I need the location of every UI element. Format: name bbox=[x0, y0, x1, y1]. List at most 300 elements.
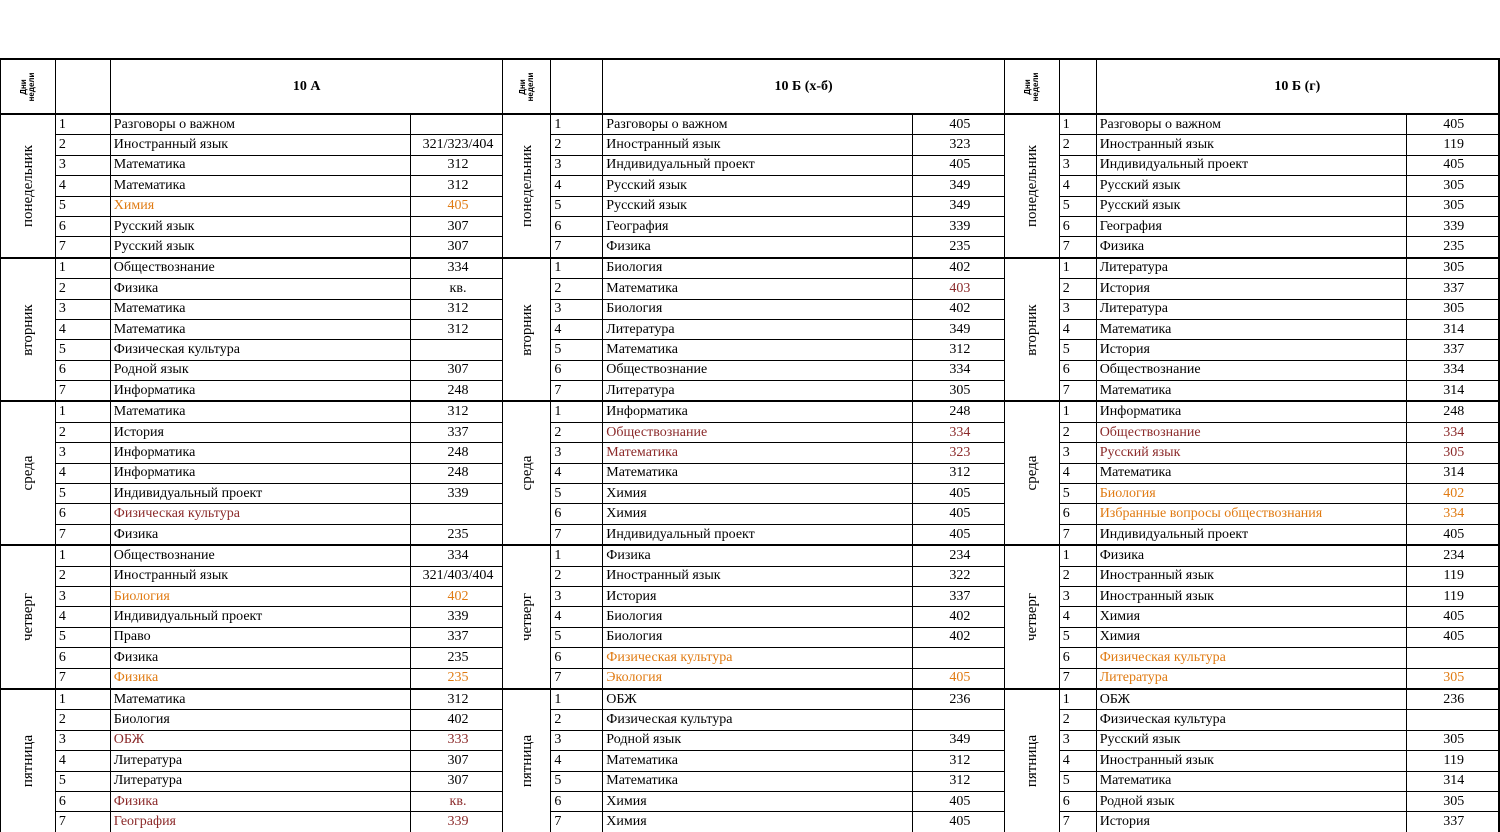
room-cell: 305 bbox=[1406, 299, 1499, 319]
room-cell: 403 bbox=[913, 279, 1005, 299]
room-cell: 321/403/404 bbox=[410, 566, 503, 586]
lesson-number: 6 bbox=[551, 791, 603, 811]
lesson-number: 2 bbox=[55, 279, 110, 299]
subject-cell: Иностранный язык bbox=[1096, 566, 1406, 586]
room-cell: 234 bbox=[1406, 545, 1499, 566]
room-cell: 349 bbox=[913, 319, 1005, 339]
class-title: 10 А bbox=[110, 59, 503, 114]
room-cell: 402 bbox=[1406, 484, 1499, 504]
day-label-cell bbox=[1, 401, 56, 545]
lesson-row bbox=[1, 504, 1500, 524]
lesson-row bbox=[1, 751, 1500, 771]
room-cell: 314 bbox=[1406, 381, 1499, 402]
room-cell: 305 bbox=[1406, 730, 1499, 750]
day-label-cell bbox=[1, 545, 56, 689]
lesson-row bbox=[1, 566, 1500, 586]
day-label: среда bbox=[19, 455, 36, 491]
room-cell: 334 bbox=[1406, 422, 1499, 442]
lesson-number: 5 bbox=[551, 627, 603, 647]
subject-cell: Русский язык bbox=[110, 237, 410, 258]
subject-cell: Математика bbox=[603, 340, 913, 360]
room-cell: 402 bbox=[913, 627, 1005, 647]
room-cell: 307 bbox=[410, 237, 503, 258]
subject-cell: Физическая культура bbox=[1096, 648, 1406, 668]
subject-cell: Химия bbox=[603, 484, 913, 504]
room-cell: 339 bbox=[1406, 216, 1499, 236]
lesson-row bbox=[1, 401, 1500, 422]
subject-cell: Математика bbox=[1096, 319, 1406, 339]
room-cell: 307 bbox=[410, 216, 503, 236]
subject-cell: Физика bbox=[110, 279, 410, 299]
lesson-row bbox=[1, 730, 1500, 750]
subject-cell: Математика bbox=[110, 689, 410, 710]
subject-cell: Иностранный язык bbox=[603, 566, 913, 586]
lesson-row bbox=[1, 463, 1500, 483]
room-cell: 314 bbox=[1406, 463, 1499, 483]
lesson-number: 2 bbox=[1059, 279, 1096, 299]
subject-cell: История bbox=[110, 422, 410, 442]
lesson-number: 5 bbox=[55, 340, 110, 360]
room-cell: 321/323/404 bbox=[410, 135, 503, 155]
room-cell: 322 bbox=[913, 566, 1005, 586]
lesson-row bbox=[1, 299, 1500, 319]
subject-cell: География bbox=[603, 216, 913, 236]
subject-cell: Физическая культура bbox=[603, 710, 913, 730]
subject-cell: Литература bbox=[110, 771, 410, 791]
subject-cell: Физическая культура bbox=[110, 340, 410, 360]
subject-cell: Химия bbox=[603, 504, 913, 524]
day-label-cell bbox=[1004, 114, 1059, 258]
lesson-row bbox=[1, 627, 1500, 647]
room-cell: 402 bbox=[410, 586, 503, 606]
subject-cell: Иностранный язык bbox=[1096, 135, 1406, 155]
subject-cell: Физика bbox=[110, 668, 410, 689]
lesson-number: 5 bbox=[55, 771, 110, 791]
subject-cell: Биология bbox=[110, 710, 410, 730]
subject-cell: Биология bbox=[603, 299, 913, 319]
class-title: 10 Б (г) bbox=[1096, 59, 1499, 114]
subject-cell: Математика bbox=[603, 771, 913, 791]
room-cell: 305 bbox=[1406, 176, 1499, 196]
lesson-number: 3 bbox=[1059, 730, 1096, 750]
room-cell: 314 bbox=[1406, 771, 1499, 791]
subject-cell: Иностранный язык bbox=[110, 135, 410, 155]
lesson-number: 6 bbox=[551, 648, 603, 668]
lesson-number: 2 bbox=[1059, 710, 1096, 730]
subject-cell: Математика bbox=[110, 319, 410, 339]
room-cell: 334 bbox=[913, 422, 1005, 442]
lesson-number: 1 bbox=[55, 401, 110, 422]
room-cell: 405 bbox=[410, 196, 503, 216]
subject-cell: Русский язык bbox=[110, 216, 410, 236]
lesson-number: 2 bbox=[55, 566, 110, 586]
lesson-row bbox=[1, 648, 1500, 668]
lesson-number: 6 bbox=[55, 504, 110, 524]
lesson-number: 2 bbox=[55, 422, 110, 442]
class-title: 10 Б (х-б) bbox=[603, 59, 1005, 114]
lesson-number: 4 bbox=[551, 463, 603, 483]
lesson-number: 7 bbox=[551, 812, 603, 832]
subject-cell: Химия bbox=[1096, 607, 1406, 627]
lesson-row bbox=[1, 443, 1500, 463]
lesson-number: 1 bbox=[1059, 258, 1096, 279]
day-label: понедельник bbox=[19, 144, 36, 227]
lesson-number: 6 bbox=[55, 360, 110, 380]
lesson-number: 7 bbox=[55, 812, 110, 832]
subject-cell: Обществознание bbox=[1096, 360, 1406, 380]
room-cell bbox=[410, 504, 503, 524]
lesson-number: 1 bbox=[1059, 114, 1096, 135]
lesson-number: 6 bbox=[1059, 648, 1096, 668]
subject-cell: География bbox=[1096, 216, 1406, 236]
room-cell: 119 bbox=[1406, 135, 1499, 155]
lesson-number: 5 bbox=[551, 340, 603, 360]
room-cell: 405 bbox=[1406, 607, 1499, 627]
lesson-row bbox=[1, 381, 1500, 402]
subject-cell: Информатика bbox=[1096, 401, 1406, 422]
lesson-number: 4 bbox=[1059, 463, 1096, 483]
room-cell: 405 bbox=[913, 484, 1005, 504]
subject-cell: Обществознание bbox=[110, 545, 410, 566]
subject-cell: Биология bbox=[110, 586, 410, 606]
subject-cell: Литература bbox=[110, 751, 410, 771]
lesson-number: 4 bbox=[551, 319, 603, 339]
subject-cell: География bbox=[110, 812, 410, 832]
subject-cell: Литература bbox=[603, 319, 913, 339]
lesson-number: 7 bbox=[1059, 812, 1096, 832]
lesson-number: 7 bbox=[1059, 381, 1096, 402]
lesson-row bbox=[1, 176, 1500, 196]
lesson-number: 4 bbox=[55, 607, 110, 627]
days-of-week-label: Дни недели bbox=[1022, 72, 1040, 101]
subject-cell: Индивидуальный проект bbox=[603, 155, 913, 175]
subject-cell: Обществознание bbox=[110, 258, 410, 279]
room-cell: 323 bbox=[913, 443, 1005, 463]
room-cell: 119 bbox=[1406, 566, 1499, 586]
subject-cell: История bbox=[1096, 279, 1406, 299]
room-cell: 248 bbox=[1406, 401, 1499, 422]
lesson-number: 3 bbox=[1059, 586, 1096, 606]
day-label-cell bbox=[503, 114, 551, 258]
lesson-number: 4 bbox=[1059, 751, 1096, 771]
room-cell: 402 bbox=[913, 299, 1005, 319]
day-label: вторник bbox=[19, 303, 36, 356]
lesson-number: 2 bbox=[55, 710, 110, 730]
lesson-number: 3 bbox=[55, 299, 110, 319]
subject-cell: Разговоры о важном bbox=[603, 114, 913, 135]
day-label: вторник bbox=[518, 303, 535, 356]
lesson-number: 4 bbox=[1059, 176, 1096, 196]
subject-cell: ОБЖ bbox=[110, 730, 410, 750]
lesson-number: 7 bbox=[551, 237, 603, 258]
room-cell: 334 bbox=[1406, 504, 1499, 524]
room-cell: 312 bbox=[410, 319, 503, 339]
room-cell: 235 bbox=[410, 524, 503, 545]
lesson-number: 5 bbox=[55, 484, 110, 504]
day-label-cell bbox=[1004, 401, 1059, 545]
subject-cell: Физика bbox=[1096, 237, 1406, 258]
room-cell: 312 bbox=[410, 176, 503, 196]
lesson-number: 1 bbox=[551, 689, 603, 710]
lesson-row bbox=[1, 689, 1500, 710]
lesson-number: 7 bbox=[55, 524, 110, 545]
subject-cell: Биология bbox=[603, 258, 913, 279]
subject-cell: Русский язык bbox=[603, 176, 913, 196]
day-label-cell bbox=[503, 689, 551, 832]
subject-cell: Право bbox=[110, 627, 410, 647]
lesson-number: 6 bbox=[55, 216, 110, 236]
lesson-row bbox=[1, 791, 1500, 811]
lesson-number: 2 bbox=[55, 135, 110, 155]
room-cell: 333 bbox=[410, 730, 503, 750]
room-cell: 235 bbox=[1406, 237, 1499, 258]
lesson-row bbox=[1, 484, 1500, 504]
lesson-number: 5 bbox=[55, 627, 110, 647]
lesson-row bbox=[1, 114, 1500, 135]
day-label: пятница bbox=[518, 734, 535, 787]
room-cell: 236 bbox=[913, 689, 1005, 710]
room-cell: 339 bbox=[410, 812, 503, 832]
subject-cell: Экология bbox=[603, 668, 913, 689]
lesson-number: 1 bbox=[55, 114, 110, 135]
room-cell: 119 bbox=[1406, 751, 1499, 771]
subject-cell: Иностранный язык bbox=[603, 135, 913, 155]
lesson-number: 7 bbox=[551, 668, 603, 689]
day-label: вторник bbox=[1023, 303, 1040, 356]
room-cell: 405 bbox=[1406, 155, 1499, 175]
day-label: понедельник bbox=[1023, 144, 1040, 227]
room-cell bbox=[410, 340, 503, 360]
room-cell bbox=[1406, 710, 1499, 730]
subject-cell: Обществознание bbox=[1096, 422, 1406, 442]
lesson-number: 1 bbox=[551, 258, 603, 279]
subject-cell: Родной язык bbox=[1096, 791, 1406, 811]
subject-cell: Иностранный язык bbox=[1096, 586, 1406, 606]
room-cell: 248 bbox=[410, 463, 503, 483]
lesson-number: 7 bbox=[55, 381, 110, 402]
room-cell: 312 bbox=[410, 689, 503, 710]
day-label: среда bbox=[518, 455, 535, 491]
room-cell: 305 bbox=[1406, 443, 1499, 463]
lesson-number: 1 bbox=[551, 545, 603, 566]
lesson-number: 4 bbox=[55, 319, 110, 339]
room-cell: 235 bbox=[913, 237, 1005, 258]
room-cell: 305 bbox=[1406, 791, 1499, 811]
room-cell: 307 bbox=[410, 360, 503, 380]
lesson-row bbox=[1, 279, 1500, 299]
subject-cell: Физическая культура bbox=[1096, 710, 1406, 730]
subject-cell: Математика bbox=[110, 299, 410, 319]
room-cell: 337 bbox=[410, 627, 503, 647]
lesson-row bbox=[1, 422, 1500, 442]
day-label: пятница bbox=[19, 734, 36, 787]
lesson-number: 6 bbox=[1059, 216, 1096, 236]
subject-cell: Математика bbox=[603, 463, 913, 483]
subject-cell: Иностранный язык bbox=[1096, 751, 1406, 771]
room-cell: 312 bbox=[410, 401, 503, 422]
room-cell: 307 bbox=[410, 751, 503, 771]
room-cell: 305 bbox=[1406, 668, 1499, 689]
subject-cell: Разговоры о важном bbox=[1096, 114, 1406, 135]
lesson-number: 5 bbox=[551, 484, 603, 504]
room-cell: 305 bbox=[1406, 258, 1499, 279]
room-cell: 349 bbox=[913, 176, 1005, 196]
room-cell: 334 bbox=[1406, 360, 1499, 380]
day-label-cell bbox=[1, 689, 56, 832]
day-label: понедельник bbox=[518, 144, 535, 227]
room-cell: 349 bbox=[913, 730, 1005, 750]
days-of-week-header bbox=[503, 59, 551, 114]
lesson-number: 3 bbox=[551, 299, 603, 319]
lesson-row bbox=[1, 237, 1500, 258]
lesson-row bbox=[1, 586, 1500, 606]
lesson-number: 7 bbox=[551, 524, 603, 545]
room-cell: 337 bbox=[410, 422, 503, 442]
subject-cell: Математика bbox=[1096, 381, 1406, 402]
lesson-number: 5 bbox=[1059, 627, 1096, 647]
room-cell: 337 bbox=[1406, 812, 1499, 832]
days-of-week-header bbox=[1004, 59, 1059, 114]
subject-cell: Русский язык bbox=[1096, 196, 1406, 216]
subject-cell: ОБЖ bbox=[603, 689, 913, 710]
lesson-number: 2 bbox=[551, 279, 603, 299]
subject-cell: Индивидуальный проект bbox=[1096, 524, 1406, 545]
subject-cell: Информатика bbox=[110, 463, 410, 483]
lesson-number: 6 bbox=[551, 216, 603, 236]
lesson-number: 1 bbox=[551, 401, 603, 422]
subject-cell: Разговоры о важном bbox=[110, 114, 410, 135]
lesson-number: 6 bbox=[1059, 360, 1096, 380]
lesson-number: 2 bbox=[551, 422, 603, 442]
lesson-number: 1 bbox=[55, 545, 110, 566]
day-label-cell bbox=[503, 258, 551, 402]
lesson-row bbox=[1, 710, 1500, 730]
subject-cell: Химия bbox=[603, 791, 913, 811]
lesson-number: 5 bbox=[551, 771, 603, 791]
room-cell: 312 bbox=[410, 299, 503, 319]
lesson-number: 3 bbox=[1059, 443, 1096, 463]
lesson-number: 1 bbox=[1059, 545, 1096, 566]
room-cell: 234 bbox=[913, 545, 1005, 566]
lesson-row bbox=[1, 545, 1500, 566]
day-label: четверг bbox=[518, 593, 535, 642]
room-cell: 405 bbox=[913, 812, 1005, 832]
room-cell: 339 bbox=[913, 216, 1005, 236]
subject-cell: Литература bbox=[1096, 299, 1406, 319]
lesson-row bbox=[1, 340, 1500, 360]
room-cell: 312 bbox=[410, 155, 503, 175]
room-cell bbox=[1406, 648, 1499, 668]
subject-cell: Биология bbox=[603, 627, 913, 647]
lesson-number-header bbox=[55, 59, 110, 114]
room-cell: 339 bbox=[410, 484, 503, 504]
room-cell: 405 bbox=[913, 668, 1005, 689]
lesson-number: 7 bbox=[1059, 668, 1096, 689]
subject-cell: Информатика bbox=[110, 443, 410, 463]
room-cell: 405 bbox=[913, 155, 1005, 175]
lesson-number: 5 bbox=[1059, 484, 1096, 504]
room-cell: 334 bbox=[410, 258, 503, 279]
subject-cell: Биология bbox=[603, 607, 913, 627]
room-cell: 307 bbox=[410, 771, 503, 791]
room-cell: 349 bbox=[913, 196, 1005, 216]
subject-cell: Литература bbox=[1096, 668, 1406, 689]
subject-cell: История bbox=[1096, 812, 1406, 832]
lesson-number: 4 bbox=[551, 176, 603, 196]
lesson-number: 1 bbox=[1059, 689, 1096, 710]
day-label-cell bbox=[1, 258, 56, 402]
lesson-number: 1 bbox=[55, 258, 110, 279]
lesson-row bbox=[1, 135, 1500, 155]
lesson-number: 3 bbox=[55, 443, 110, 463]
lesson-row bbox=[1, 524, 1500, 545]
lesson-number: 4 bbox=[1059, 319, 1096, 339]
room-cell bbox=[410, 114, 503, 135]
subject-cell: Математика bbox=[1096, 771, 1406, 791]
schedule-sheet bbox=[0, 58, 1500, 832]
lesson-number: 7 bbox=[1059, 237, 1096, 258]
subject-cell: Родной язык bbox=[603, 730, 913, 750]
lesson-number: 4 bbox=[55, 463, 110, 483]
lesson-number: 3 bbox=[1059, 299, 1096, 319]
lesson-number: 5 bbox=[1059, 196, 1096, 216]
lesson-number: 2 bbox=[1059, 422, 1096, 442]
room-cell: 405 bbox=[1406, 114, 1499, 135]
lesson-number: 5 bbox=[1059, 340, 1096, 360]
lesson-row bbox=[1, 155, 1500, 175]
lesson-number: 2 bbox=[551, 566, 603, 586]
lesson-number: 6 bbox=[55, 791, 110, 811]
lesson-row bbox=[1, 196, 1500, 216]
room-cell: 402 bbox=[913, 258, 1005, 279]
subject-cell: Иностранный язык bbox=[110, 566, 410, 586]
room-cell: 323 bbox=[913, 135, 1005, 155]
room-cell: 235 bbox=[410, 648, 503, 668]
lesson-row bbox=[1, 360, 1500, 380]
lesson-row bbox=[1, 668, 1500, 689]
subject-cell: История bbox=[1096, 340, 1406, 360]
lesson-number: 2 bbox=[551, 135, 603, 155]
subject-cell: Русский язык bbox=[1096, 730, 1406, 750]
room-cell: 236 bbox=[1406, 689, 1499, 710]
room-cell: 312 bbox=[913, 771, 1005, 791]
subject-cell: Физика bbox=[110, 524, 410, 545]
room-cell bbox=[913, 710, 1005, 730]
room-cell: 405 bbox=[1406, 524, 1499, 545]
subject-cell: Физическая культура bbox=[110, 504, 410, 524]
room-cell: 312 bbox=[913, 751, 1005, 771]
lesson-number: 4 bbox=[551, 751, 603, 771]
lesson-row bbox=[1, 258, 1500, 279]
day-label-cell bbox=[1004, 258, 1059, 402]
lesson-number: 5 bbox=[551, 196, 603, 216]
subject-cell: Информатика bbox=[603, 401, 913, 422]
lesson-number: 3 bbox=[551, 155, 603, 175]
subject-cell: ОБЖ bbox=[1096, 689, 1406, 710]
lesson-number-header bbox=[551, 59, 603, 114]
subject-cell: Литература bbox=[1096, 258, 1406, 279]
subject-cell: Литература bbox=[603, 381, 913, 402]
subject-cell: Математика bbox=[603, 279, 913, 299]
room-cell: кв. bbox=[410, 791, 503, 811]
subject-cell: Биология bbox=[1096, 484, 1406, 504]
lesson-row bbox=[1, 607, 1500, 627]
subject-cell: Физика bbox=[110, 791, 410, 811]
subject-cell: Математика bbox=[110, 155, 410, 175]
subject-cell: Индивидуальный проект bbox=[603, 524, 913, 545]
room-cell: 119 bbox=[1406, 586, 1499, 606]
lesson-number: 6 bbox=[55, 648, 110, 668]
